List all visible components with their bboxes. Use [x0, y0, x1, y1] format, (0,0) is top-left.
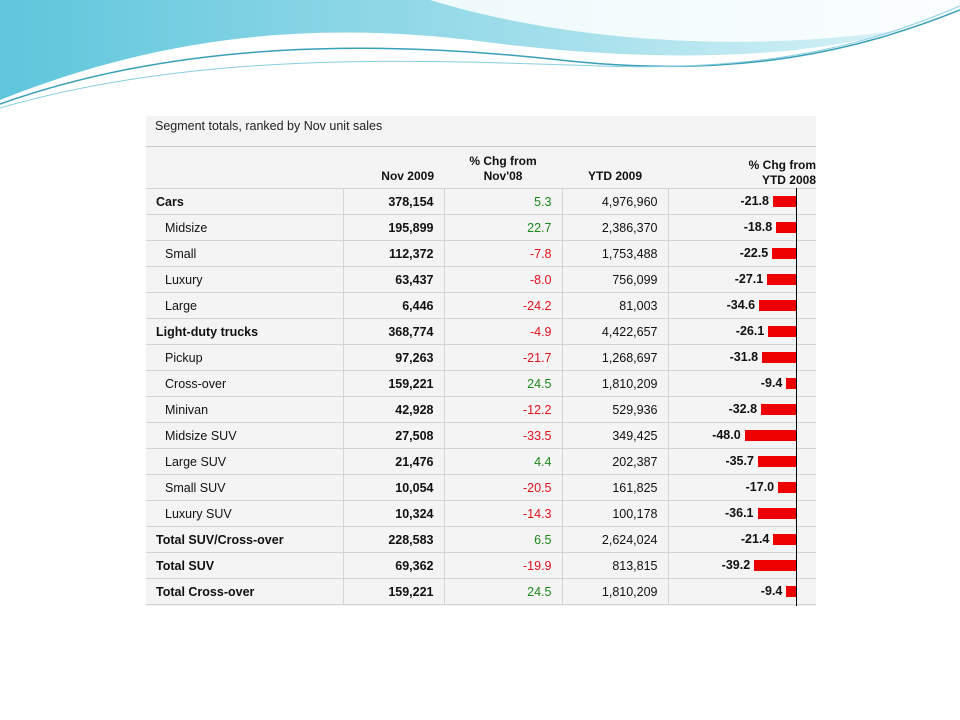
cell-nov-2009: 378,154: [343, 189, 444, 215]
row-label: Total SUV/Cross-over: [146, 527, 343, 553]
ytd-change-value: -27.1: [734, 272, 764, 286]
cell-nov-2009: 6,446: [343, 293, 444, 319]
header-chg-ytd: % Chg from YTD 2008: [668, 147, 816, 189]
cell-chg-nov: 22.7: [444, 215, 562, 241]
ytd-change-bar: [754, 560, 796, 571]
ytd-change-bar: [768, 326, 796, 337]
table-row: [146, 215, 816, 241]
bar-axis-line: [796, 188, 797, 606]
ytd-change-bar: [761, 404, 796, 415]
ytd-change-value: -21.8: [740, 194, 769, 208]
cell-nov-2009: 159,221: [343, 371, 444, 397]
ytd-change-bar: [758, 508, 797, 519]
cell-chg-ytd: [668, 475, 816, 501]
cell-nov-2009: 195,899: [343, 215, 444, 241]
table-row: [146, 293, 816, 319]
cell-ytd-2009: 2,386,370: [562, 215, 668, 241]
header-ytd-2009: YTD 2009: [562, 147, 668, 189]
table-row: [146, 397, 816, 423]
ytd-change-value: -35.7: [725, 454, 754, 468]
cell-chg-nov: -8.0: [444, 267, 562, 293]
ytd-change-bar: [778, 482, 796, 493]
cell-nov-2009: 63,437: [343, 267, 444, 293]
cell-nov-2009: 10,324: [343, 501, 444, 527]
cell-chg-nov: -24.2: [444, 293, 562, 319]
table-caption: Segment totals, ranked by Nov unit sales: [155, 119, 383, 133]
ytd-change-value: -9.4: [760, 376, 783, 390]
ytd-change-value: -9.4: [760, 584, 783, 598]
ytd-change-value: -34.6: [726, 298, 756, 312]
row-label: Cross-over: [146, 371, 343, 397]
cell-chg-ytd: [668, 267, 816, 293]
ytd-change-value: -39.2: [721, 558, 751, 572]
cell-chg-nov: -12.2: [444, 397, 562, 423]
row-label: Minivan: [146, 397, 343, 423]
cell-chg-ytd: [668, 449, 816, 475]
header-chg-nov: % Chg from Nov'08: [444, 147, 562, 189]
cell-ytd-2009: 529,936: [562, 397, 668, 423]
table-row: [146, 553, 816, 579]
cell-chg-nov: -20.5: [444, 475, 562, 501]
cell-ytd-2009: 1,753,488: [562, 241, 668, 267]
cell-chg-nov: -19.9: [444, 553, 562, 579]
row-label: Luxury SUV: [146, 501, 343, 527]
cell-chg-ytd: [668, 293, 816, 319]
cell-chg-nov: 24.5: [444, 579, 562, 605]
ytd-change-bar: [773, 534, 796, 545]
cell-chg-nov: 4.4: [444, 449, 562, 475]
cell-ytd-2009: 813,815: [562, 553, 668, 579]
ytd-change-bar: [767, 274, 796, 285]
cell-chg-nov: -21.7: [444, 345, 562, 371]
table-row: [146, 319, 816, 345]
row-label: Cars: [146, 189, 343, 215]
cell-chg-nov: 6.5: [444, 527, 562, 553]
cell-ytd-2009: 100,178: [562, 501, 668, 527]
ytd-change-bar: [772, 248, 796, 259]
table-row: [146, 371, 816, 397]
cell-ytd-2009: 81,003: [562, 293, 668, 319]
table-row: [146, 501, 816, 527]
ytd-change-value: -31.8: [729, 350, 759, 364]
cell-nov-2009: 10,054: [343, 475, 444, 501]
row-label: Pickup: [146, 345, 343, 371]
ytd-change-value: -32.8: [728, 402, 758, 416]
ytd-change-bar: [758, 456, 797, 467]
cell-chg-nov: -14.3: [444, 501, 562, 527]
cell-ytd-2009: 161,825: [562, 475, 668, 501]
cell-ytd-2009: 756,099: [562, 267, 668, 293]
row-label: Total SUV: [146, 553, 343, 579]
cell-ytd-2009: 1,810,209: [562, 371, 668, 397]
ytd-change-value: -36.1: [725, 506, 754, 520]
cell-ytd-2009: 202,387: [562, 449, 668, 475]
cell-nov-2009: 27,508: [343, 423, 444, 449]
cell-ytd-2009: 4,422,657: [562, 319, 668, 345]
ytd-change-value: -22.5: [739, 246, 769, 260]
ytd-change-bar: [762, 352, 796, 363]
ytd-change-value: -48.0: [712, 428, 741, 442]
ytd-change-value: -17.0: [745, 480, 775, 494]
ytd-change-bar: [786, 586, 796, 597]
cell-chg-nov: -33.5: [444, 423, 562, 449]
cell-chg-ytd: [668, 241, 816, 267]
cell-ytd-2009: 349,425: [562, 423, 668, 449]
cell-nov-2009: 42,928: [343, 397, 444, 423]
cell-chg-nov: 5.3: [444, 189, 562, 215]
table-row: [146, 189, 816, 215]
table-row: [146, 527, 816, 553]
table-row: [146, 579, 816, 605]
table-row: [146, 475, 816, 501]
ytd-change-bar: [776, 222, 796, 233]
table-row: [146, 241, 816, 267]
ytd-change-bar: [786, 378, 796, 389]
ytd-change-value: -21.4: [740, 532, 770, 546]
cell-chg-nov: -7.8: [444, 241, 562, 267]
header-nov-2009: Nov 2009: [343, 147, 444, 189]
cell-chg-ytd: [668, 371, 816, 397]
cell-ytd-2009: 1,810,209: [562, 579, 668, 605]
cell-chg-ytd: [668, 423, 816, 449]
cell-chg-ytd: [668, 215, 816, 241]
segment-table: [146, 146, 816, 605]
ytd-change-bar: [759, 300, 796, 311]
cell-chg-ytd: [668, 501, 816, 527]
ytd-change-bar: [745, 430, 797, 441]
table-row: [146, 449, 816, 475]
table-row: [146, 345, 816, 371]
cell-nov-2009: 368,774: [343, 319, 444, 345]
header-wave-decoration: [0, 0, 960, 120]
ytd-change-value: -18.8: [743, 220, 773, 234]
cell-nov-2009: 159,221: [343, 579, 444, 605]
cell-chg-nov: -4.9: [444, 319, 562, 345]
cell-chg-nov: 24.5: [444, 371, 562, 397]
table-row: [146, 423, 816, 449]
table-row: [146, 267, 816, 293]
row-label: Luxury: [146, 267, 343, 293]
row-label: Midsize: [146, 215, 343, 241]
cell-ytd-2009: 2,624,024: [562, 527, 668, 553]
cell-chg-ytd: [668, 189, 816, 215]
cell-nov-2009: 69,362: [343, 553, 444, 579]
cell-chg-ytd: [668, 527, 816, 553]
cell-nov-2009: 21,476: [343, 449, 444, 475]
cell-chg-ytd: [668, 397, 816, 423]
cell-nov-2009: 228,583: [343, 527, 444, 553]
cell-ytd-2009: 1,268,697: [562, 345, 668, 371]
row-label: Total Cross-over: [146, 579, 343, 605]
row-label: Midsize SUV: [146, 423, 343, 449]
cell-nov-2009: 97,263: [343, 345, 444, 371]
cell-nov-2009: 112,372: [343, 241, 444, 267]
row-label: Large SUV: [146, 449, 343, 475]
cell-chg-ytd: [668, 553, 816, 579]
header-row: [146, 147, 816, 189]
row-label: Light-duty trucks: [146, 319, 343, 345]
ytd-change-bar: [773, 196, 797, 207]
cell-chg-ytd: [668, 579, 816, 605]
row-label: Small SUV: [146, 475, 343, 501]
cell-chg-ytd: [668, 345, 816, 371]
cell-ytd-2009: 4,976,960: [562, 189, 668, 215]
ytd-change-value: -26.1: [735, 324, 765, 338]
header-segment: [146, 147, 343, 189]
cell-chg-ytd: [668, 319, 816, 345]
row-label: Large: [146, 293, 343, 319]
row-label: Small: [146, 241, 343, 267]
